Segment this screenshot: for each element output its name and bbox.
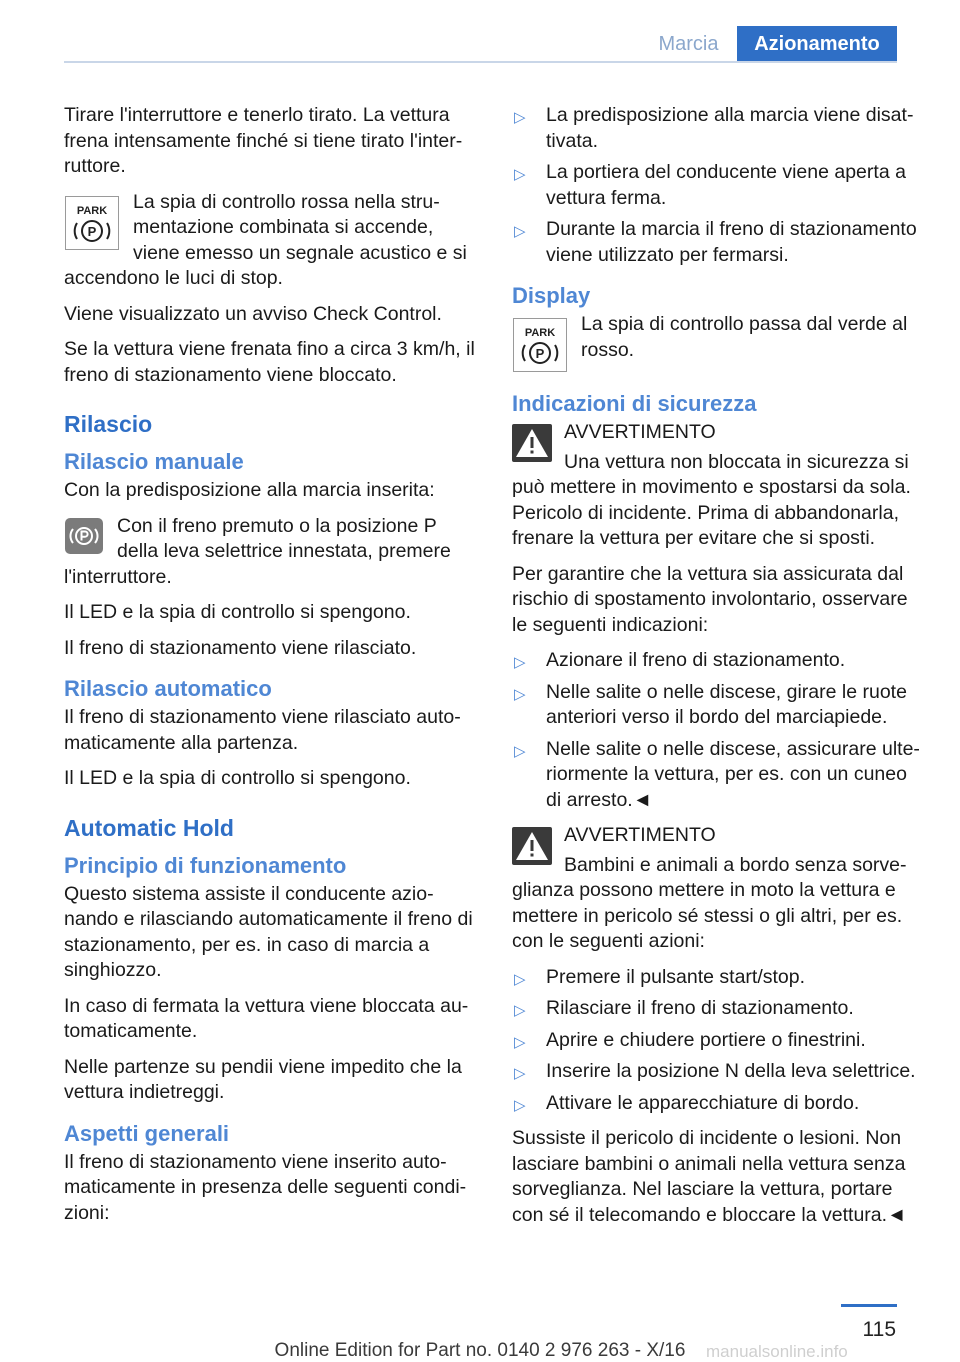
list-item: ▷ Azionare il freno di stazionamento. bbox=[512, 648, 925, 674]
actions-list bbox=[512, 965, 925, 1117]
triangle-bullet-icon: ▷ bbox=[514, 223, 526, 240]
conditions-list bbox=[512, 103, 925, 268]
safety-list bbox=[512, 648, 925, 813]
heading-rilascio-automatico: Rilascio automatico bbox=[64, 676, 272, 701]
triangle-bullet-icon: ▷ bbox=[514, 1065, 526, 1082]
paragraph: Sussiste il pericolo di incidente o lesioni. Non lasciare bambini o animali nella vettura senza sorveglianza. Nel lasciare la vettura, portare con sé il telecomando e bloccare la vettura.◄ bbox=[512, 1127, 907, 1226]
warning-title: AVVERTIMENTO bbox=[564, 421, 716, 443]
paragraph: Il freno di stazionamento viene rilasciato auto-maticamente alla partenza. bbox=[64, 706, 461, 754]
heading-sicurezza: Indicazioni di sicurezza bbox=[512, 391, 757, 416]
paragraph: Nelle partenze su pendii viene impedito che la vettura indietreggi. bbox=[64, 1055, 462, 1103]
triangle-bullet-icon: ▷ bbox=[514, 1002, 526, 1019]
paragraph: Viene visualizzato un avviso Check Control. bbox=[64, 302, 442, 325]
right-column bbox=[512, 103, 925, 1238]
paragraph: Il LED e la spia di controllo si spengono. bbox=[64, 767, 411, 789]
warning-text: Una vettura non bloccata in sicurezza si può mettere in movimento e spostarsi da sola. Pericolo di incidente. Prima di abbandonarla, frenare la vettura per evitare che si sposti. bbox=[512, 450, 911, 549]
park-brake-icon bbox=[65, 196, 119, 250]
list-item: ▷ Aprire e chiudere portiere o finestrini. bbox=[512, 1028, 925, 1054]
warning-block-2 bbox=[512, 823, 925, 955]
list-item: ▷ Premere il pulsante start/stop. bbox=[512, 965, 925, 991]
paragraph: Se la vettura viene frenata fino a circa 3 km/h, il freno di stazionamento viene bloccato. bbox=[64, 338, 475, 386]
paragraph: Con la predisposizione alla marcia inserita: bbox=[64, 479, 435, 501]
tab-azionamento: Azionamento bbox=[737, 26, 897, 62]
heading-display: Display bbox=[512, 283, 591, 308]
triangle-bullet-icon: ▷ bbox=[514, 742, 526, 760]
paragraph: In caso di fermata la vettura viene bloccata au-tomaticamente. bbox=[64, 994, 469, 1042]
paragraph: La spia di controllo rossa nella stru-mentazione combinata si accende, viene emesso un segnale acustico e si accendono le luci di stop. bbox=[64, 190, 467, 289]
tab-marcia: Marcia bbox=[641, 26, 736, 62]
triangle-bullet-icon: ▷ bbox=[514, 685, 526, 703]
park-icon-letter: P bbox=[535, 346, 545, 361]
park-icon-letter: P bbox=[87, 223, 97, 239]
list-item: ▷ Attivare le apparecchiature di bordo. bbox=[512, 1091, 925, 1117]
paragraph: Con il freno premuto o la posizione P della leva selettrice innestata, premere l'interruttore. bbox=[64, 514, 451, 588]
release-button-block bbox=[64, 514, 477, 591]
heading-rilascio: Rilascio bbox=[64, 411, 153, 437]
triangle-bullet-icon: ▷ bbox=[514, 1033, 526, 1051]
triangle-bullet-icon: ▷ bbox=[514, 166, 526, 183]
triangle-bullet-icon: ▷ bbox=[514, 970, 526, 988]
list-item: ▷ La portiera del conducente viene aperta a vettura ferma. bbox=[514, 161, 906, 209]
warning-triangle-icon bbox=[512, 424, 552, 462]
park-icon-label: PARK bbox=[76, 204, 108, 217]
paragraph: La spia di controllo passa dal verde al rosso. bbox=[581, 313, 908, 361]
triangle-bullet-icon: ▷ bbox=[514, 109, 526, 126]
footer-rule bbox=[841, 1304, 897, 1307]
left-column bbox=[64, 103, 477, 1236]
list-item: ▷ Nelle salite o nelle discese, girare le ruote anteriori verso il bordo del marciapiede. bbox=[514, 680, 907, 728]
paragraph: Il freno di stazionamento viene rilasciato. bbox=[64, 636, 417, 659]
park-warning-block bbox=[64, 190, 477, 292]
park-brake-icon bbox=[513, 318, 567, 372]
heading-rilascio-manuale: Rilascio manuale bbox=[64, 449, 244, 474]
heading-principio: Principio di funzionamento bbox=[64, 852, 347, 878]
warning-title: AVVERTIMENTO bbox=[564, 824, 716, 846]
paragraph: Questo sistema assiste il conducente azio-nando e rilasciando automaticamente il freno di stazionamento, per es. in caso di marcia a singhiozzo. bbox=[64, 882, 473, 981]
list-item: ▷ Rilasciare il freno di stazionamento. bbox=[512, 996, 925, 1022]
list-item: ▷ Durante la marcia il freno di stazionamento viene utilizzato per fermarsi. bbox=[514, 218, 917, 266]
warning-triangle-icon bbox=[512, 827, 552, 865]
list-item: ▷ La predisposizione alla marcia viene disat-tivata. bbox=[514, 104, 914, 152]
heading-aspetti-generali: Aspetti generali bbox=[64, 1120, 230, 1146]
paragraph: Tirare l'interruttore e tenerlo tirato. La vettura frena intensamente finché si tiene tirato l'inter-ruttore. bbox=[64, 104, 463, 177]
paragraph: Il LED e la spia di controllo si spengono. bbox=[64, 601, 411, 623]
park-icon-label: PARK bbox=[524, 327, 556, 339]
list-item: ▷ Inserire la posizione N della leva selettrice. bbox=[512, 1059, 925, 1085]
triangle-bullet-icon: ▷ bbox=[514, 1096, 526, 1114]
list-item: ▷ Nelle salite o nelle discese, assicurare ulte-riormente la vettura, per es. con un cuneo di arresto.◄ bbox=[514, 737, 920, 811]
heading-automatic-hold: Automatic Hold bbox=[64, 814, 234, 841]
parking-brake-button-icon bbox=[65, 518, 103, 554]
watermark: manualsonline.info bbox=[706, 1342, 848, 1361]
warning-text: Bambini e animali a bordo senza sorve-glianza possono mettere in moto la vettura e mettere in pericolo sé stessi o gli altri, per es. con le seguenti azioni: bbox=[512, 853, 907, 952]
display-block bbox=[512, 312, 925, 376]
paragraph: Per garantire che la vettura sia assicurata dal rischio di spostamento involontario, osservare le seguenti indicazioni: bbox=[512, 562, 908, 636]
triangle-bullet-icon: ▷ bbox=[514, 654, 526, 671]
header-rule bbox=[64, 61, 897, 63]
paragraph: Il freno di stazionamento viene inserito auto-maticamente in presenza delle seguenti condi-zioni: bbox=[64, 1150, 467, 1224]
edition-footer: Online Edition for Part no. 0140 2 976 263 - X/16 bbox=[274, 1340, 686, 1361]
warning-block-1 bbox=[512, 420, 925, 552]
page-number: 115 bbox=[862, 1318, 896, 1341]
